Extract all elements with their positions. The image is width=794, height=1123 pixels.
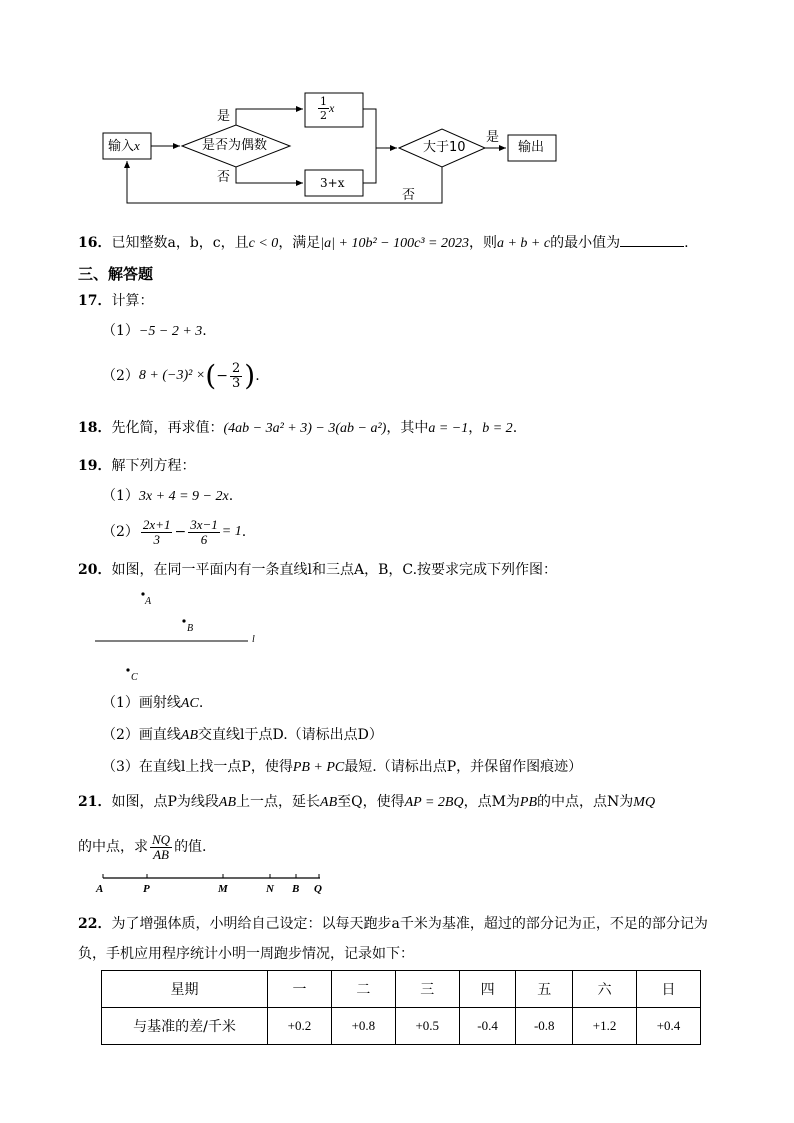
table-cell: 四 — [459, 971, 516, 1008]
fraction-denominator: AB — [153, 846, 169, 862]
q21-segment-figure — [90, 870, 330, 900]
line-l-label: l — [252, 634, 255, 645]
question-number: 22． — [78, 916, 112, 932]
table-cell: +0.4 — [637, 1008, 701, 1045]
q16-text: ，满足 — [278, 235, 321, 251]
q17-part2-end: . — [255, 368, 260, 384]
q20-part3 — [102, 757, 582, 778]
table-cell: 一 — [268, 971, 332, 1008]
q19-fraction-2 — [188, 518, 220, 547]
part-label: （2） — [102, 524, 139, 540]
q22-table-container — [101, 970, 701, 1045]
question-number: 20． — [78, 562, 112, 578]
question-21 — [78, 792, 655, 813]
segment-label-m: M — [218, 883, 228, 895]
q19-part1 — [102, 486, 233, 507]
q18-text: ，其中 — [386, 420, 429, 436]
part-label: （1） — [102, 695, 139, 711]
q21-text: 的值. — [174, 839, 207, 855]
q21-var: AB — [218, 795, 237, 810]
q20-part3-text: 在直线l上找一点P，使得 — [138, 759, 293, 775]
fraction-numerator: NQ — [152, 831, 171, 847]
table-cell: 六 — [573, 971, 637, 1008]
q21-var: MQ — [633, 795, 656, 810]
q17-part2-fraction — [230, 362, 242, 391]
question-18 — [78, 418, 517, 439]
flow-decision2-label: 大于10 — [423, 140, 466, 155]
q20-part2-var: AB — [180, 728, 199, 743]
table-cell: 日 — [637, 971, 701, 1008]
q19-fraction-1 — [141, 518, 173, 547]
question-17 — [78, 291, 153, 311]
q20-figure-lines — [88, 585, 278, 685]
q17-part1-end: . — [202, 323, 207, 339]
table-cell: 与基准的差/千米 — [102, 1008, 268, 1045]
segment-label-p: P — [143, 883, 150, 895]
table-header-row — [102, 971, 701, 1008]
q20-part3-var: PB + PC — [292, 760, 345, 775]
part-label: （2） — [102, 727, 139, 743]
q16-equation: |a| + 10b² − 100c³ = 2023 — [320, 236, 469, 251]
flow-half-x-box: $\frac{1}{2}$ x — [320, 95, 335, 122]
fraction-denominator: 3 — [231, 375, 241, 391]
table-cell: -0.4 — [459, 1008, 516, 1045]
table-cell: -0.8 — [516, 1008, 573, 1045]
paren-close: ) — [244, 359, 256, 392]
q21-segment-lines — [90, 870, 330, 884]
q20-part1-end: . — [198, 695, 204, 711]
segment-label-n: N — [266, 883, 274, 895]
q19-part2 — [102, 513, 246, 551]
q18-end: . — [512, 420, 518, 436]
flow-yes1-label: 是 — [217, 109, 231, 124]
question-number: 21． — [78, 794, 112, 810]
q18-expression: (4ab − 3a² + 3) − 3(ab − a²) — [223, 421, 387, 436]
point-b-label: B — [187, 623, 194, 634]
question-16 — [78, 232, 689, 254]
point-c-label: C — [131, 672, 138, 683]
fraction-numerator: 3x−1 — [190, 516, 218, 532]
q19-text: 解下列方程： — [111, 458, 196, 474]
flow-yes2-label: 是 — [486, 130, 500, 145]
q20-part2 — [102, 725, 383, 746]
table-cell: +0.8 — [331, 1008, 395, 1045]
question-19 — [78, 456, 195, 476]
q18-a-value: a = −1 — [428, 421, 469, 436]
q20-part2-text: 画直线 — [138, 727, 181, 743]
flowchart — [90, 85, 570, 210]
q22-line2: 负，手机应用程序统计小明一周跑步情况，记录如下： — [78, 946, 414, 962]
q16-expression: a + b + c — [496, 236, 551, 251]
minus-sign: − — [216, 368, 228, 384]
q17-part1 — [102, 321, 207, 342]
part-label: （3） — [102, 759, 139, 775]
question-number: 17． — [78, 293, 112, 309]
q16-end: . — [684, 235, 689, 251]
q21-text: 的中点，点N为 — [537, 794, 634, 810]
q16-text: ，则 — [468, 235, 497, 251]
table-cell: 五 — [516, 971, 573, 1008]
q21-text: 如图，点P为线段 — [111, 794, 219, 810]
flow-input-label: 输入x — [108, 138, 140, 154]
q20-part1-var: AC — [180, 696, 199, 711]
q22-table — [101, 970, 701, 1045]
q16-text: 已知整数a，b，c，且 — [111, 235, 249, 251]
q19-part1-expression: 3x + 4 = 9 − 2x — [138, 489, 229, 504]
q21-text: 上一点，延长 — [236, 794, 321, 810]
fraction-numerator: 2x+1 — [142, 516, 171, 532]
q21-line2 — [78, 828, 207, 866]
q21-var: AP = 2BQ — [404, 795, 464, 810]
fraction-numerator: 2 — [231, 360, 241, 376]
table-cell: +0.5 — [395, 1008, 459, 1045]
table-cell: +0.2 — [268, 1008, 332, 1045]
part-label: （2） — [102, 368, 139, 384]
table-row — [102, 1008, 701, 1045]
q20-part2-text: 交直线l于点D.（请标出点D） — [198, 727, 383, 743]
question-22 — [78, 914, 708, 934]
q20-part1-text: 画射线 — [138, 695, 181, 711]
q16-condition: c < 0 — [248, 236, 279, 251]
q21-var: PB — [519, 795, 538, 810]
part-label: （1） — [102, 488, 139, 504]
section-title: 三、解答题 — [78, 265, 154, 283]
q20-figure — [88, 585, 278, 685]
question-20 — [78, 560, 557, 580]
question-number: 18． — [78, 420, 112, 436]
question-number: 16． — [78, 235, 112, 251]
q17-text: 计算： — [111, 293, 154, 309]
answer-blank[interactable] — [620, 232, 684, 247]
q18-b-value: b = 2 — [482, 421, 513, 436]
flow-no2-label: 否 — [402, 188, 416, 203]
fraction-denominator: 6 — [200, 531, 208, 547]
flow-add-box-label: 3+x — [320, 176, 345, 190]
q22-text: 为了增强体质，小明给自己设定：以每天跑步a千米为基准，超过的部分记为正，不足的部分记为 — [111, 916, 708, 932]
table-cell: 三 — [395, 971, 459, 1008]
segment-label-q: Q — [314, 883, 322, 895]
table-cell: 星期 — [102, 971, 268, 1008]
q19-part2-end: . — [241, 524, 247, 540]
flow-no1-label: 否 — [217, 170, 231, 185]
minus-sign: − — [174, 524, 187, 540]
q17-part2-expression: 8 + (−3)² × — [138, 368, 206, 383]
q19-rhs: = 1 — [221, 524, 242, 539]
table-cell: 二 — [331, 971, 395, 1008]
fraction-denominator: 3 — [153, 531, 160, 547]
table-cell: +1.2 — [573, 1008, 637, 1045]
q18-text: 先化简，再求值： — [111, 420, 224, 436]
paren-open: ( — [205, 359, 217, 392]
segment-label-b: B — [292, 883, 300, 895]
question-number: 19． — [78, 458, 112, 474]
flow-decision1-label: 是否为偶数 — [202, 138, 268, 153]
q20-text: 如图，在同一平面内有一条直线l和三点A，B，C.按要求完成下列作图： — [111, 562, 558, 578]
q18-separator: ， — [468, 420, 483, 436]
q19-part1-end: . — [228, 488, 234, 504]
q21-var: AB — [320, 795, 338, 810]
segment-label-a: A — [96, 883, 104, 895]
q21-fraction — [150, 833, 172, 862]
q21-text: ，点M为 — [463, 794, 520, 810]
q20-part1 — [102, 693, 203, 714]
q17-part1-expression: −5 − 2 + 3 — [138, 324, 203, 339]
q21-text: 至Q，使得 — [337, 794, 405, 810]
flow-output-label: 输出 — [518, 140, 545, 155]
q21-text: 的中点，求 — [78, 839, 148, 855]
q16-text: 的最小值为 — [550, 235, 621, 251]
point-a-label: A — [145, 596, 152, 607]
q20-part3-text: 最短.（请标出点P，并保留作图痕迹） — [344, 759, 583, 775]
part-label: （1） — [102, 323, 139, 339]
q17-part2 — [102, 356, 260, 396]
